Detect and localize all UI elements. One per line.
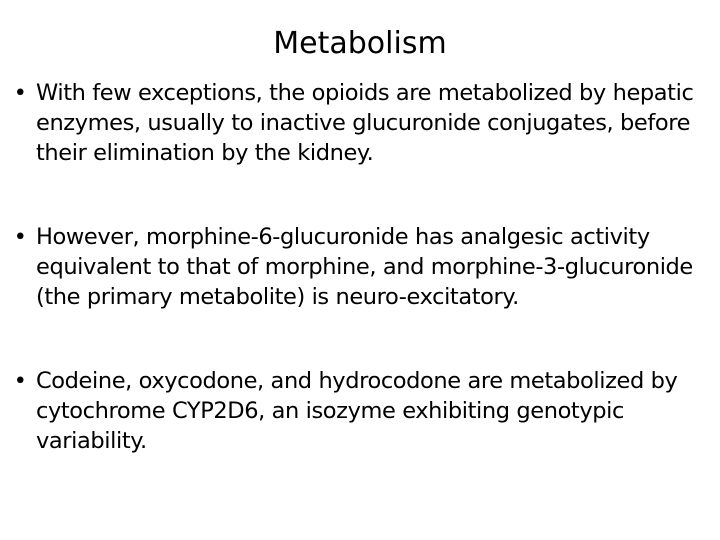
bullet-marker: • xyxy=(13,224,27,250)
slide-title: Metabolism xyxy=(273,26,447,61)
bullet-marker: • xyxy=(13,368,27,394)
bullet-item xyxy=(10,366,712,456)
bullet-item xyxy=(10,78,712,168)
bullet-item xyxy=(10,222,712,312)
bullet-text: However, morphine-6-glucuronide has analgesic activity equivalent to that of morphine, and morphine-3-glucuronide (the primary metabolite) is neuro-excitatory. xyxy=(36,224,693,310)
bullet-marker: • xyxy=(13,80,27,106)
bullet-text: Codeine, oxycodone, and hydrocodone are metabolized by cytochrome CYP2D6, an isozyme exhibiting genotypic variability. xyxy=(36,368,678,454)
bullet-list xyxy=(10,78,712,456)
bullet-text: With few exceptions, the opioids are metabolized by hepatic enzymes, usually to inactive glucuronide conjugates, before their elimination by the kidney. xyxy=(36,80,694,166)
